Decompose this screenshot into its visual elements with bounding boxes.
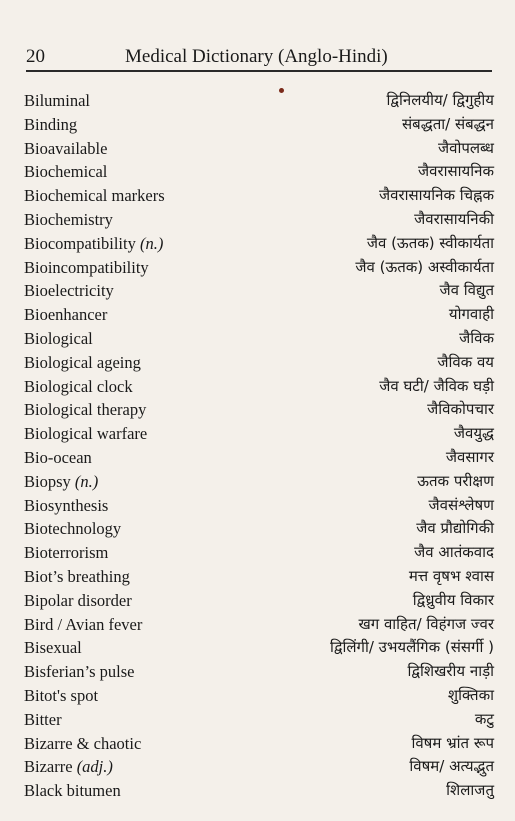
entry-hindi-translation: जैवरासायनिक [418, 162, 494, 181]
entry-term [24, 708, 62, 732]
entry-term-text: Biocompatibility [24, 233, 136, 253]
entry-hindi-translation: ऊतक परीक्षण [417, 471, 494, 490]
entry-term [24, 446, 92, 470]
dictionary-entry [24, 755, 494, 779]
dictionary-entry [24, 422, 494, 446]
dictionary-entry [24, 517, 494, 541]
entry-term [24, 89, 90, 113]
entry-part-of-speech: (n.) [139, 233, 164, 253]
entry-hindi-translation: विषम भ्रांत रूप [411, 733, 494, 752]
dictionary-entry [24, 184, 494, 208]
entry-hindi-translation: जैव घटी/ जैविक घड़ी [379, 376, 494, 395]
dictionary-entry [24, 375, 494, 399]
entry-term-text: Biochemical [24, 162, 108, 182]
entry-term-text: Biotechnology [24, 519, 122, 539]
dictionary-entry [24, 636, 494, 660]
page-title: Medical Dictionary (Anglo-Hindi) [125, 46, 388, 67]
dictionary-entry [24, 351, 494, 375]
entry-term [24, 422, 147, 446]
entry-hindi-translation: जैविक वय [437, 352, 494, 371]
entry-term [24, 398, 146, 422]
entry-term-text: Bioavailable [24, 138, 108, 158]
entry-hindi-translation: जैवसागर [445, 447, 494, 466]
entry-hindi-translation: जैवरासायनिकी [414, 209, 494, 228]
entry-hindi-translation: द्विध्रुवीय विकार [412, 590, 494, 609]
entry-hindi-translation: जैव (ऊतक) स्वीकार्यता [366, 233, 494, 252]
entry-term [24, 589, 132, 613]
entry-hindi-translation: जैव आतंकवाद [414, 543, 494, 562]
entry-term-text: Bipolar disorder [24, 590, 132, 610]
dictionary-entry [24, 327, 494, 351]
dictionary-entry [24, 113, 494, 137]
dictionary-entry [24, 732, 494, 756]
entry-term-text: Black bitumen [24, 781, 121, 801]
entry-term-text: Biological therapy [24, 400, 147, 420]
entry-term [24, 232, 163, 256]
entry-term-text: Bizarre & chaotic [24, 733, 142, 753]
dictionary-entry [24, 446, 494, 470]
entry-hindi-translation: जैवरासायनिक चिह्नक [379, 186, 494, 205]
entry-term-text: Biochemistry [24, 209, 113, 229]
entry-term-text: Bioterrorism [24, 543, 109, 563]
entry-term [24, 113, 77, 137]
entry-term-text: Biluminal [24, 91, 90, 110]
entry-term [24, 660, 134, 684]
entry-part-of-speech: (adj.) [76, 757, 113, 777]
dictionary-entries [24, 89, 494, 803]
entry-term [24, 755, 113, 779]
entry-term [24, 303, 107, 327]
dictionary-entry [24, 613, 494, 637]
dictionary-entry [24, 279, 494, 303]
entry-term-text: Biological [24, 328, 93, 348]
entry-term [24, 137, 107, 161]
entry-term-text: Biochemical markers [24, 186, 165, 206]
dictionary-entry [24, 660, 494, 684]
entry-part-of-speech: (n.) [74, 471, 99, 491]
entry-term [24, 565, 130, 589]
page-header [26, 44, 492, 70]
dictionary-entry [24, 89, 494, 113]
entry-term [24, 208, 113, 232]
entry-term [24, 327, 93, 351]
dictionary-entry [24, 232, 494, 256]
entry-term-text: Biological warfare [24, 424, 148, 444]
entry-term [24, 613, 142, 637]
entry-hindi-translation: जैवसंश्लेषण [428, 495, 494, 514]
entry-hindi-translation: जैविकोपचार [427, 400, 494, 419]
entry-term-text: Bioincompatibility [24, 257, 149, 277]
entry-term [24, 684, 98, 708]
dictionary-entry [24, 470, 494, 494]
dictionary-entry [24, 137, 494, 161]
entry-term-text: Biopsy [24, 471, 71, 491]
entry-term-text: Bioenhancer [24, 305, 108, 325]
dictionary-entry [24, 256, 494, 280]
dictionary-entry [24, 708, 494, 732]
entry-hindi-translation: शिलाजतु [446, 781, 494, 800]
header-rule [26, 70, 492, 72]
entry-term-text: Biosynthesis [24, 495, 109, 515]
entry-term-text: Biological clock [24, 376, 133, 396]
entry-term [24, 636, 82, 660]
entry-term-text: Bioelectricity [24, 281, 114, 301]
page-number: 20 [26, 46, 45, 67]
entry-term [24, 375, 133, 399]
entry-term-text: Bird / Avian fever [24, 614, 143, 634]
entry-hindi-translation: द्विशिखरीय नाड़ी [407, 662, 494, 681]
dictionary-entry [24, 589, 494, 613]
dictionary-entry [24, 565, 494, 589]
dictionary-entry [24, 779, 494, 803]
entry-hindi-translation: जैव विद्युत [439, 281, 494, 300]
dictionary-entry [24, 160, 494, 184]
entry-term [24, 351, 141, 375]
entry-hindi-translation: जैव प्रौद्योगिकी [416, 519, 494, 538]
entry-term-text: Bitot's spot [24, 685, 99, 705]
entry-hindi-translation: जैवोपलब्ध [438, 138, 494, 157]
entry-hindi-translation: विषम/ अत्यद्भुत [409, 757, 494, 776]
entry-term [24, 494, 108, 518]
entry-hindi-translation: संबद्धता/ संबद्धन [402, 114, 494, 133]
entry-hindi-translation: खग वाहित/ विहंगज ज्वर [358, 614, 494, 633]
entry-term-text: Bisexual [24, 638, 82, 658]
entry-term-text: Binding [24, 114, 78, 134]
dictionary-entry [24, 684, 494, 708]
entry-term [24, 160, 107, 184]
entry-hindi-translation: जैवयुद्ध [453, 424, 494, 443]
entry-term-text: Bitter [24, 709, 62, 729]
dictionary-entry [24, 494, 494, 518]
entry-term [24, 732, 141, 756]
entry-term [24, 184, 165, 208]
dictionary-entry [24, 303, 494, 327]
dictionary-entry [24, 398, 494, 422]
entry-term [24, 470, 98, 494]
entry-hindi-translation: जैव (ऊतक) अस्वीकार्यता [355, 257, 494, 276]
entry-term [24, 256, 149, 280]
entry-hindi-translation: योगवाही [448, 305, 494, 324]
entry-term-text: Bizarre [24, 757, 73, 777]
entry-term-text: Biot’s breathing [24, 566, 130, 586]
entry-hindi-translation: शुक्तिका [447, 685, 494, 704]
entry-hindi-translation: जैविक [459, 328, 494, 347]
entry-term [24, 279, 114, 303]
entry-hindi-translation: द्विनिलयीय/ द्विगुहीय [386, 91, 494, 109]
entry-hindi-translation: कटु [474, 709, 494, 728]
entry-hindi-translation: मत्त वृषभ श्वास [408, 566, 494, 585]
dictionary-entry [24, 541, 494, 565]
entry-term [24, 779, 121, 803]
entry-term-text: Bisferian’s pulse [24, 662, 135, 682]
entry-term-text: Bio-ocean [24, 447, 92, 467]
entry-term-text: Biological ageing [24, 352, 141, 372]
entry-term [24, 541, 108, 565]
entry-term [24, 517, 121, 541]
dictionary-entry [24, 208, 494, 232]
entry-hindi-translation: द्विलिंगी/ उभयलैंगिक (संसर्गी ) [329, 638, 494, 657]
